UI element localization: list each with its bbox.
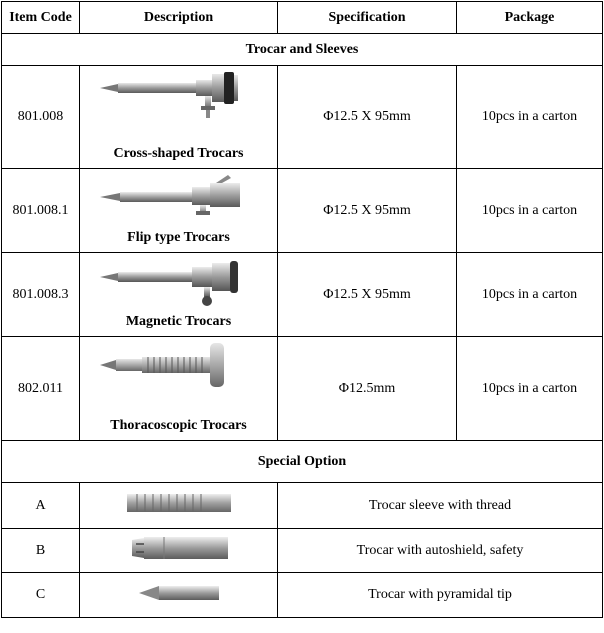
- header-description: Description: [80, 2, 278, 34]
- item-code: 801.008.1: [2, 169, 80, 253]
- option-code: C: [2, 573, 80, 618]
- specification: Φ12.5mm: [278, 337, 457, 441]
- option-image-cell: [80, 529, 278, 573]
- package: 10pcs in a carton: [457, 169, 603, 253]
- table-row: [2, 483, 603, 529]
- section-row: [2, 34, 603, 66]
- table-row: [2, 66, 603, 169]
- item-code: 802.011: [2, 337, 80, 441]
- header-row: [2, 2, 603, 34]
- table-row: [2, 573, 603, 618]
- section-title-special-option: Special Option: [2, 441, 603, 483]
- package: 10pcs in a carton: [457, 66, 603, 169]
- cross-shaped-trocar-icon: [98, 72, 258, 134]
- product-name: Cross-shaped Trocars: [113, 146, 244, 161]
- description-cell: [80, 337, 278, 441]
- option-image-cell: [80, 483, 278, 529]
- table-row: [2, 337, 603, 441]
- header-item-code: Item Code: [2, 2, 80, 34]
- package: 10pcs in a carton: [457, 253, 603, 337]
- option-code: A: [2, 483, 80, 529]
- specification: Φ12.5 X 95mm: [278, 66, 457, 169]
- item-code: 801.008: [2, 66, 80, 169]
- specification: Φ12.5 X 95mm: [278, 169, 457, 253]
- description-cell: [80, 66, 278, 169]
- table-row: [2, 253, 603, 337]
- description-cell: [80, 253, 278, 337]
- product-name: Magnetic Trocars: [125, 314, 232, 329]
- option-label: Trocar with pyramidal tip: [278, 573, 603, 618]
- option-code: B: [2, 529, 80, 573]
- header-specification: Specification: [278, 2, 457, 34]
- thoracoscopic-trocar-icon: [98, 343, 258, 395]
- magnetic-trocar-icon: [98, 259, 258, 311]
- product-table: [1, 1, 603, 618]
- specification: Φ12.5 X 95mm: [278, 253, 457, 337]
- option-label: Trocar sleeve with thread: [278, 483, 603, 529]
- flip-type-trocar-icon: [98, 175, 258, 225]
- header-package: Package: [457, 2, 603, 34]
- section-title-trocar-sleeves: Trocar and Sleeves: [2, 34, 603, 66]
- package: 10pcs in a carton: [457, 337, 603, 441]
- section-row: [2, 441, 603, 483]
- table-row: [2, 529, 603, 573]
- table-row: [2, 169, 603, 253]
- pyramidal-tip-icon: [139, 583, 219, 603]
- product-name: Thoracoscopic Trocars: [110, 418, 247, 433]
- option-label: Trocar with autoshield, safety: [278, 529, 603, 573]
- product-name: Flip type Trocars: [127, 230, 230, 245]
- option-image-cell: [80, 573, 278, 618]
- threaded-sleeve-icon: [127, 492, 231, 514]
- item-code: 801.008.3: [2, 253, 80, 337]
- autoshield-tip-icon: [130, 535, 228, 561]
- description-cell: [80, 169, 278, 253]
